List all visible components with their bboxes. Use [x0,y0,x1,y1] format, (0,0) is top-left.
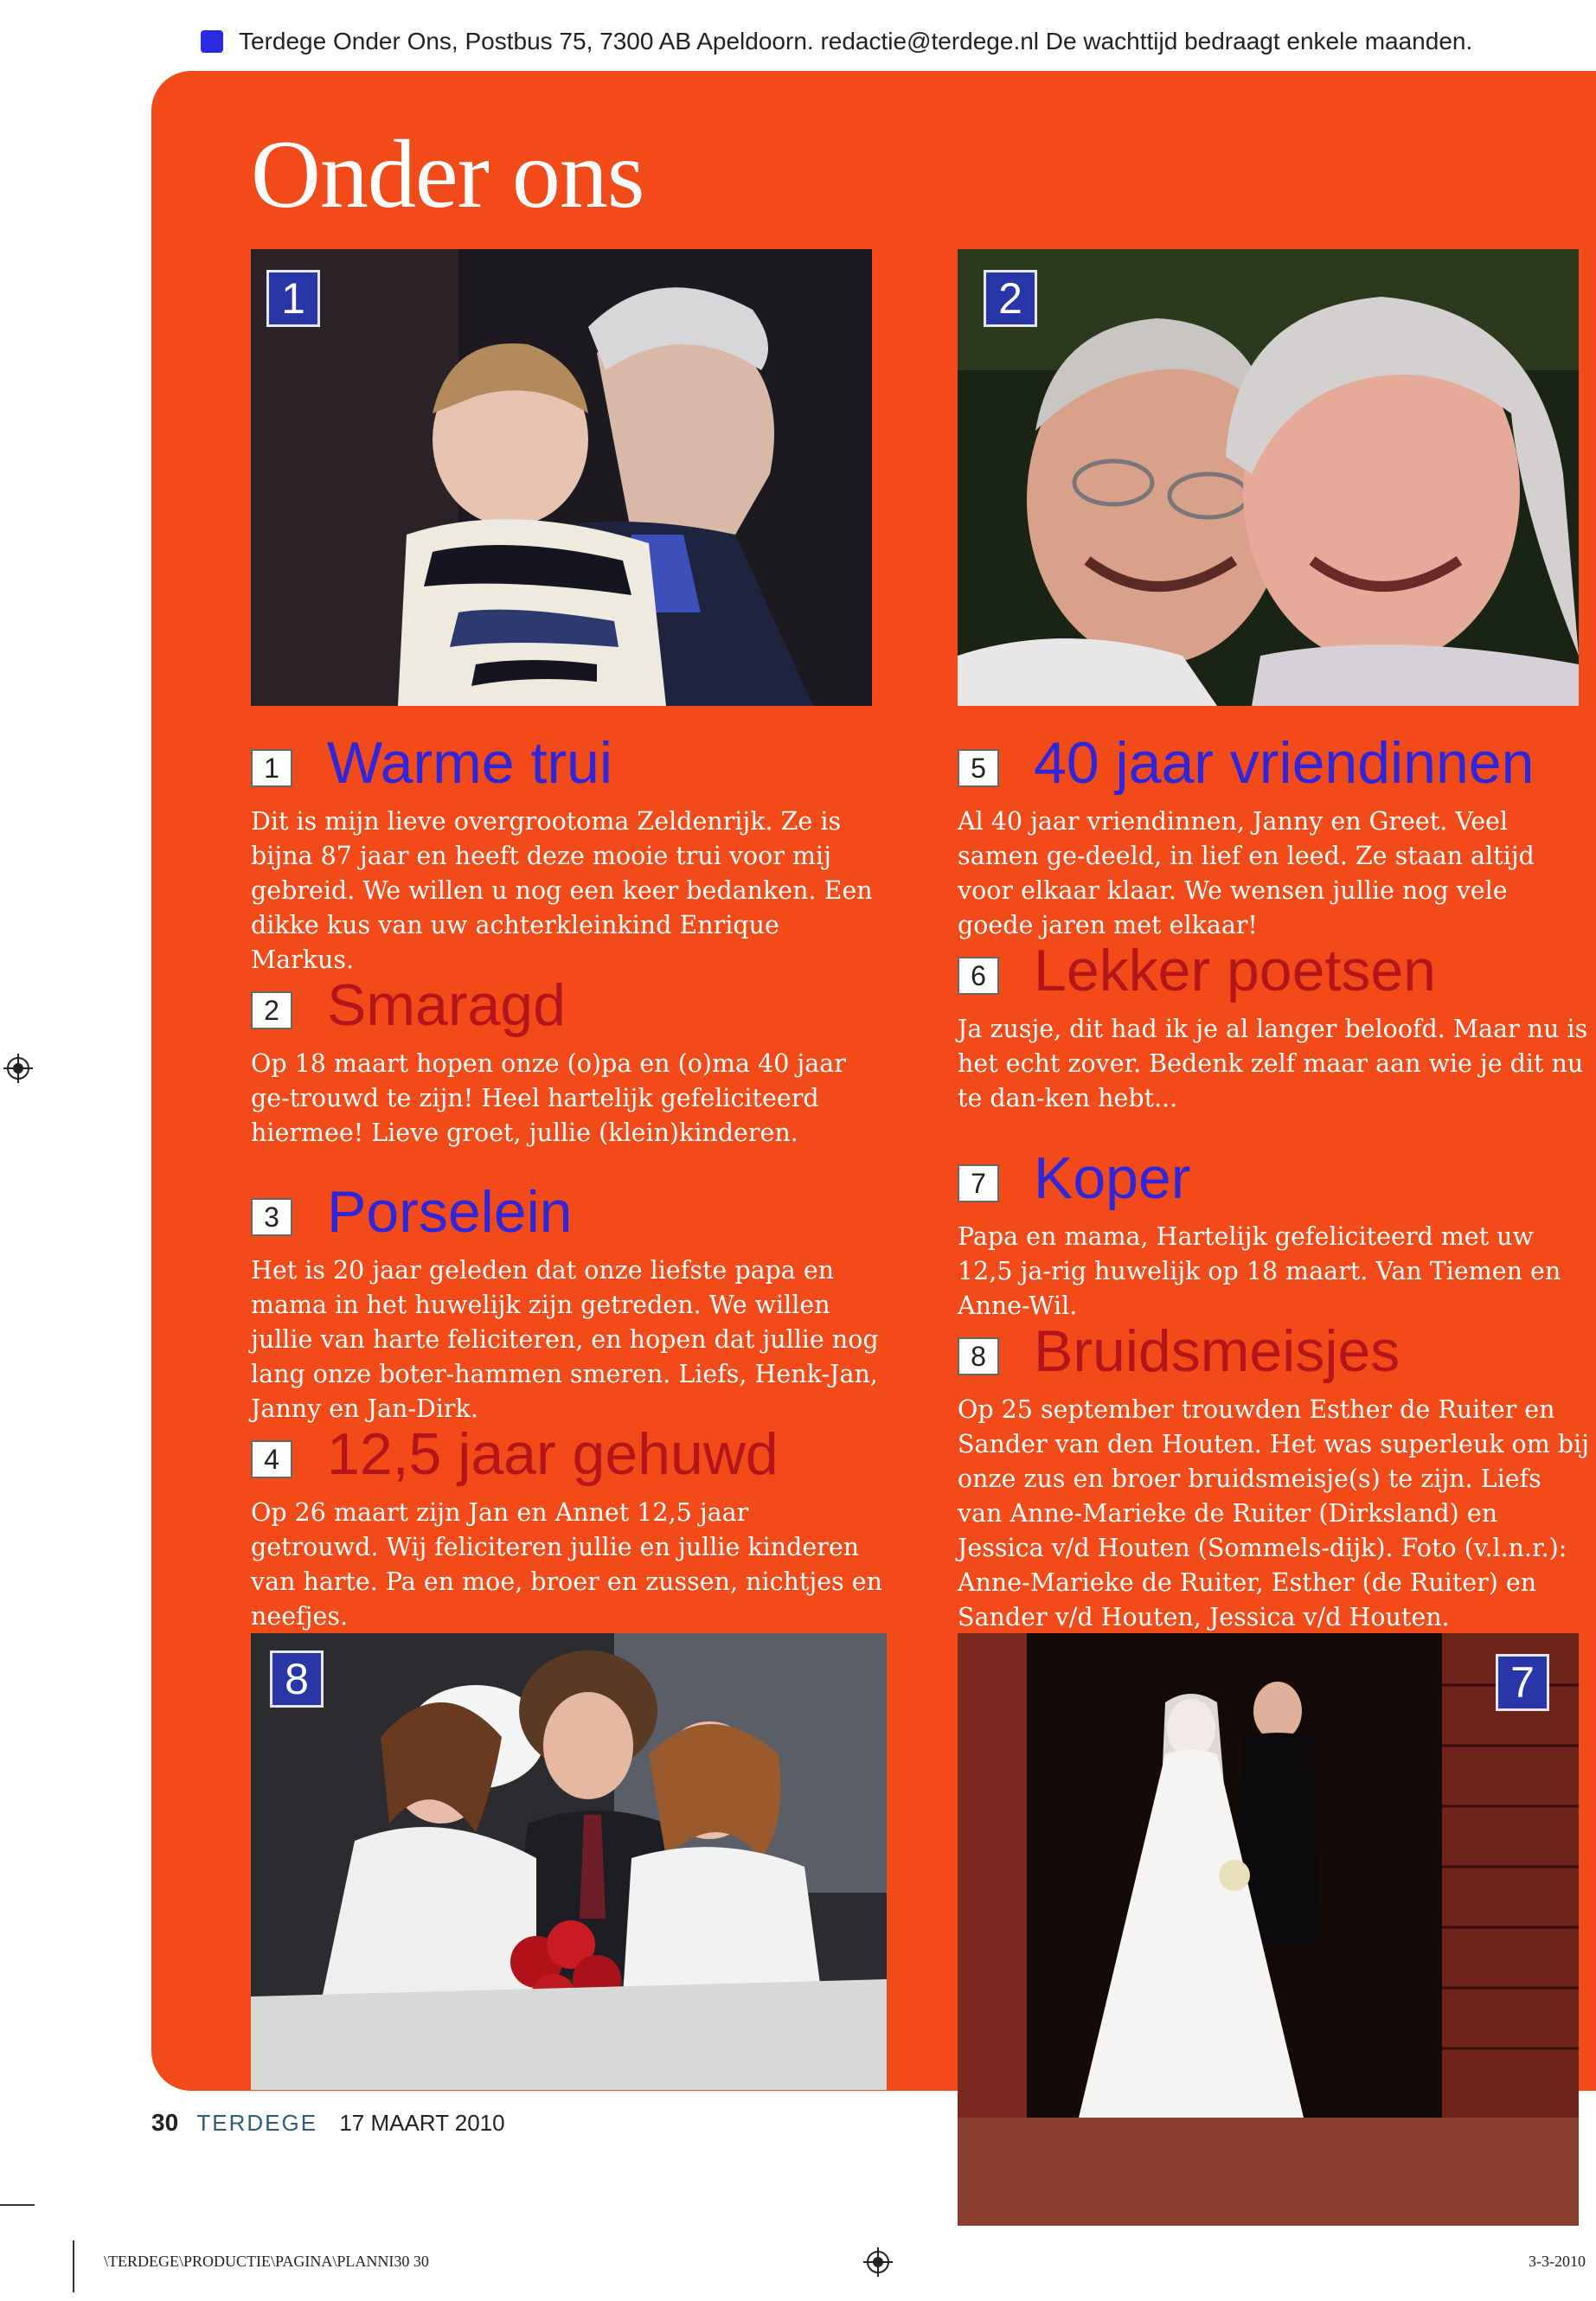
page-number: 30 [151,2109,179,2136]
article-body: Op 26 maart zijn Jan en Annet 12,5 jaar getrouwd. Wij feliciteren jullie en jullie kinderen van harte. Pa en moe, broer en zussen, nichtjes en neefjes. [251,1498,882,1631]
article-heading: Lekker poetsen [1034,938,1436,1003]
crop-mark [73,2240,74,2292]
photo-badge-8: 8 [270,1650,324,1708]
article-8 [958,1313,1589,1635]
article-body: Al 40 jaar vriendinnen, Janny en Greet. Veel samen ge-deeld, in lief en leed. Ze staan altijd voor elkaar klaar. We wensen jullie nog vele goede jaren met elkaar! [958,807,1535,939]
article-6 [958,933,1589,1116]
page-title: Onder ons [251,121,644,228]
photo-badge-7: 7 [1496,1654,1549,1711]
article-heading: Porselein [327,1179,573,1245]
article-heading: Smaragd [327,972,566,1038]
article-body: Op 18 maart hopen onze (o)pa en (o)ma 40 jaar ge-trouwd te zijn! Heel hartelijk gefeliciteerd hiermee! Lieve groet, jullie (klein)kinderen. [251,1049,846,1147]
bullet-square-icon [201,30,223,53]
article-heading: 12,5 jaar gehuwd [327,1421,779,1487]
photo-1 [251,249,872,706]
article-heading: Bruidsmeisjes [1034,1318,1401,1384]
issue-date: 17 MAART 2010 [339,2110,505,2136]
article-body: Papa en mama, Hartelijk gefeliciteerd met uw 12,5 ja-rig huwelijk op 18 maart. Van Tiemen en Anne-Wil. [958,1222,1561,1320]
photo-2 [958,249,1579,706]
article-number: 8 [958,1337,999,1375]
article-heading: Warme trui [327,730,612,796]
article-number: 6 [958,957,999,995]
registration-mark-icon [3,1054,33,1083]
registration-mark-icon [863,2247,893,2277]
submission-info [201,28,1472,55]
article-2 [251,967,882,1150]
crop-mark [0,2204,35,2206]
magazine-name: TERDEGE [196,2110,318,2136]
photo-badge-1: 1 [266,270,320,327]
article-7 [958,1140,1589,1324]
article-3 [251,1174,882,1426]
article-number: 3 [251,1198,292,1236]
article-heading: Koper [1034,1145,1191,1211]
article-number: 7 [958,1164,999,1202]
article-body: Dit is mijn lieve overgrootoma Zeldenrijk. Ze is bijna 87 jaar en heeft deze mooie trui voor mij gebreid. We willen u nog een keer bedanken. Een dikke kus van uw achterkleinkind Enrique Markus. [251,807,873,974]
photo-8 [251,1633,887,2090]
submission-info-text: Terdege Onder Ons, Postbus 75, 7300 AB Apeldoorn. redactie@terdege.nl De wachttijd bedraagt enkele maanden. [239,28,1473,54]
print-slug-date: 3-3-2010 [1529,2253,1586,2270]
article-number: 1 [251,749,292,787]
photo-7 [958,1633,1579,2226]
article-number: 5 [958,749,999,787]
article-body: Het is 20 jaar geleden dat onze liefste papa en mama in het huwelijk zijn getreden. We willen jullie van harte feliciteren, en hopen dat jullie nog lang onze boter-hammen smeren. Liefs, Henk-Jan, Janny en Jan-Dirk. [251,1256,879,1423]
article-number: 4 [251,1440,292,1478]
print-slug: \TERDEGE\PRODUCTIE\PAGINA\PLANNI30 30 [104,2253,429,2270]
article-body: Ja zusje, dit had ik je al langer beloofd. Maar nu is het echt zover. Bedenk zelf maar aan wie je dit nu te dan-ken hebt... [958,1015,1588,1112]
photo-badge-2: 2 [984,270,1037,327]
page-footer [151,2109,505,2137]
article-heading: 40 jaar vriendinnen [1034,730,1535,796]
article-1 [251,725,882,977]
article-5 [958,725,1589,943]
article-4 [251,1416,882,1634]
article-number: 2 [251,991,292,1029]
article-body: Op 25 september trouwden Esther de Ruiter en Sander van den Houten. Het was superleuk om bij onze zus en broer bruidsmeisje(s) te zijn. Liefs van Anne-Marieke de Ruiter (Dirksland) en Jessica v/d Houten (Sommels-dijk). Foto (v.l.n.r.): Anne-Marieke de Ruiter, Esther (de Ruiter) en Sander v/d Houten, Jessica v/d Houten. [958,1395,1589,1631]
